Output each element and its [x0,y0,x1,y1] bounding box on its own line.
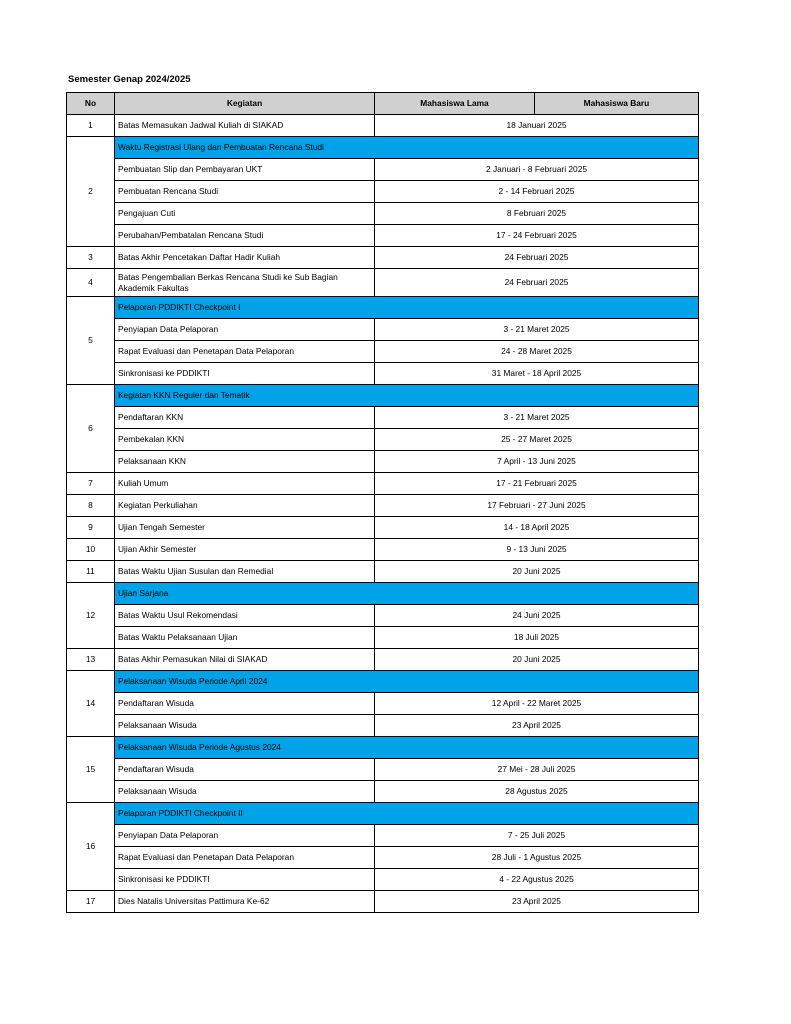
table-row [67,693,699,715]
table-row [67,495,699,517]
activity-cell: Pendaftaran KKN [115,407,375,429]
activity-cell: Pendaftaran Wisuda [115,693,375,715]
group-header-label: Pelaksanaan Wisuda Periode Agustus 2024 [115,737,699,759]
date-cell: 23 April 2025 [375,891,699,913]
row-number: 16 [67,803,115,891]
row-number: 2 [67,137,115,247]
table-row [67,649,699,671]
activity-cell: Penyiapan Data Pelaporan [115,825,375,847]
group-header-label: Pelaksanaan Wisuda Periode April 2024 [115,671,699,693]
date-cell: 2 - 14 Februari 2025 [375,181,699,203]
table-row [67,341,699,363]
table-row [67,759,699,781]
activity-cell: Batas Waktu Pelaksanaan Ujian [115,627,375,649]
table-row [67,825,699,847]
row-number: 4 [67,269,115,297]
date-cell: 17 Februari - 27 Juni 2025 [375,495,699,517]
header-no: No [67,93,115,115]
table-row [67,869,699,891]
table-header-row [67,93,699,115]
group-header-row [67,737,699,759]
date-cell: 17 - 24 Februari 2025 [375,225,699,247]
row-number: 12 [67,583,115,649]
date-cell: 24 - 28 Maret 2025 [375,341,699,363]
date-cell: 12 April - 22 Maret 2025 [375,693,699,715]
group-header-row [67,671,699,693]
activity-cell: Rapat Evaluasi dan Penetapan Data Pelaporan [115,847,375,869]
activity-cell: Batas Waktu Ujian Susulan dan Remedial [115,561,375,583]
table-row [67,181,699,203]
activity-cell: Pengajuan Cuti [115,203,375,225]
date-cell: 31 Maret - 18 April 2025 [375,363,699,385]
group-header-label: Waktu Registrasi Ulang dan Pembuatan Rencana Studi [115,137,699,159]
activity-cell: Batas Akhir Pencetakan Daftar Hadir Kuliah [115,247,375,269]
date-cell: 7 April - 13 Juni 2025 [375,451,699,473]
group-header-label: Pelaporan PDDIKTI Checkpoint I [115,297,699,319]
table-row [67,269,699,297]
date-cell: 18 Juli 2025 [375,627,699,649]
table-row [67,159,699,181]
row-number: 14 [67,671,115,737]
table-row [67,891,699,913]
table-row [67,247,699,269]
group-header-row [67,803,699,825]
activity-cell: Pembuatan Rencana Studi [115,181,375,203]
row-number: 13 [67,649,115,671]
date-cell: 18 Januari 2025 [375,115,699,137]
activity-cell: Pembuatan Slip dan Pembayaran UKT [115,159,375,181]
academic-calendar-table [66,92,699,913]
date-cell: 23 April 2025 [375,715,699,737]
date-cell: 3 - 21 Maret 2025 [375,319,699,341]
date-cell: 28 Agustus 2025 [375,781,699,803]
row-number: 3 [67,247,115,269]
header-mahasiswa-lama: Mahasiswa Lama [375,93,535,115]
date-cell: 24 Februari 2025 [375,269,699,297]
activity-cell: Sinkronisasi ke PDDIKTI [115,363,375,385]
date-cell: 7 - 25 Juli 2025 [375,825,699,847]
table-row [67,847,699,869]
table-row [67,319,699,341]
activity-cell: Batas Pengembalian Berkas Rencana Studi ke Sub Bagian Akademik Fakultas [115,269,375,297]
date-cell: 24 Februari 2025 [375,247,699,269]
date-cell: 17 - 21 Februari 2025 [375,473,699,495]
row-number: 11 [67,561,115,583]
row-number: 10 [67,539,115,561]
row-number: 8 [67,495,115,517]
header-kegiatan: Kegiatan [115,93,375,115]
date-cell: 20 Juni 2025 [375,649,699,671]
activity-cell: Dies Natalis Universitas Pattimura Ke-62 [115,891,375,913]
row-number: 7 [67,473,115,495]
activity-cell: Batas Akhir Pemasukan Nilai di SIAKAD [115,649,375,671]
row-number: 9 [67,517,115,539]
row-number: 5 [67,297,115,385]
row-number: 17 [67,891,115,913]
table-row [67,203,699,225]
table-row [67,225,699,247]
activity-cell: Perubahan/Pembatalan Rencana Studi [115,225,375,247]
activity-cell: Penyiapan Data Pelaporan [115,319,375,341]
table-row [67,363,699,385]
activity-cell: Rapat Evaluasi dan Penetapan Data Pelaporan [115,341,375,363]
table-row [67,407,699,429]
activity-cell: Ujian Akhir Semester [115,539,375,561]
date-cell: 27 Mei - 28 Juli 2025 [375,759,699,781]
date-cell: 4 - 22 Agustus 2025 [375,869,699,891]
table-row [67,451,699,473]
activity-cell: Pembekalan KKN [115,429,375,451]
row-number: 15 [67,737,115,803]
table-row [67,781,699,803]
date-cell: 9 - 13 Juni 2025 [375,539,699,561]
activity-cell: Pelaksanaan KKN [115,451,375,473]
activity-cell: Pelaksanaan Wisuda [115,781,375,803]
date-cell: 25 - 27 Maret 2025 [375,429,699,451]
group-header-row [67,385,699,407]
activity-cell: Ujian Tengah Semester [115,517,375,539]
activity-cell: Pendaftaran Wisuda [115,759,375,781]
activity-cell: Batas Memasukan Jadwal Kuliah di SIAKAD [115,115,375,137]
group-header-row [67,583,699,605]
group-header-row [67,297,699,319]
date-cell: 2 Januari - 8 Februari 2025 [375,159,699,181]
table-row [67,115,699,137]
header-mahasiswa-baru: Mahasiswa Baru [535,93,699,115]
date-cell: 3 - 21 Maret 2025 [375,407,699,429]
table-row [67,539,699,561]
date-cell: 24 Juni 2025 [375,605,699,627]
table-row [67,429,699,451]
date-cell: 8 Februari 2025 [375,203,699,225]
document-title: Semester Genap 2024/2025 [68,74,191,85]
row-number: 6 [67,385,115,473]
table-body [67,115,699,913]
group-header-label: Kegiatan KKN Reguler dan Tematik [115,385,699,407]
row-number: 1 [67,115,115,137]
table-row [67,605,699,627]
activity-cell: Batas Waktu Usul Rekomendasi [115,605,375,627]
activity-cell: Kuliah Umum [115,473,375,495]
group-header-label: Pelaporan PDDIKTI Checkpoint II [115,803,699,825]
table-row [67,715,699,737]
activity-cell: Kegiatan Perkuliahan [115,495,375,517]
activity-cell: Sinkronisasi ke PDDIKTI [115,869,375,891]
table-row [67,517,699,539]
table-row [67,627,699,649]
date-cell: 20 Juni 2025 [375,561,699,583]
date-cell: 28 Juli - 1 Agustus 2025 [375,847,699,869]
table-row [67,561,699,583]
table-row [67,473,699,495]
group-header-label: Ujian Sarjana [115,583,699,605]
date-cell: 14 - 18 April 2025 [375,517,699,539]
activity-cell: Pelaksanaan Wisuda [115,715,375,737]
group-header-row [67,137,699,159]
